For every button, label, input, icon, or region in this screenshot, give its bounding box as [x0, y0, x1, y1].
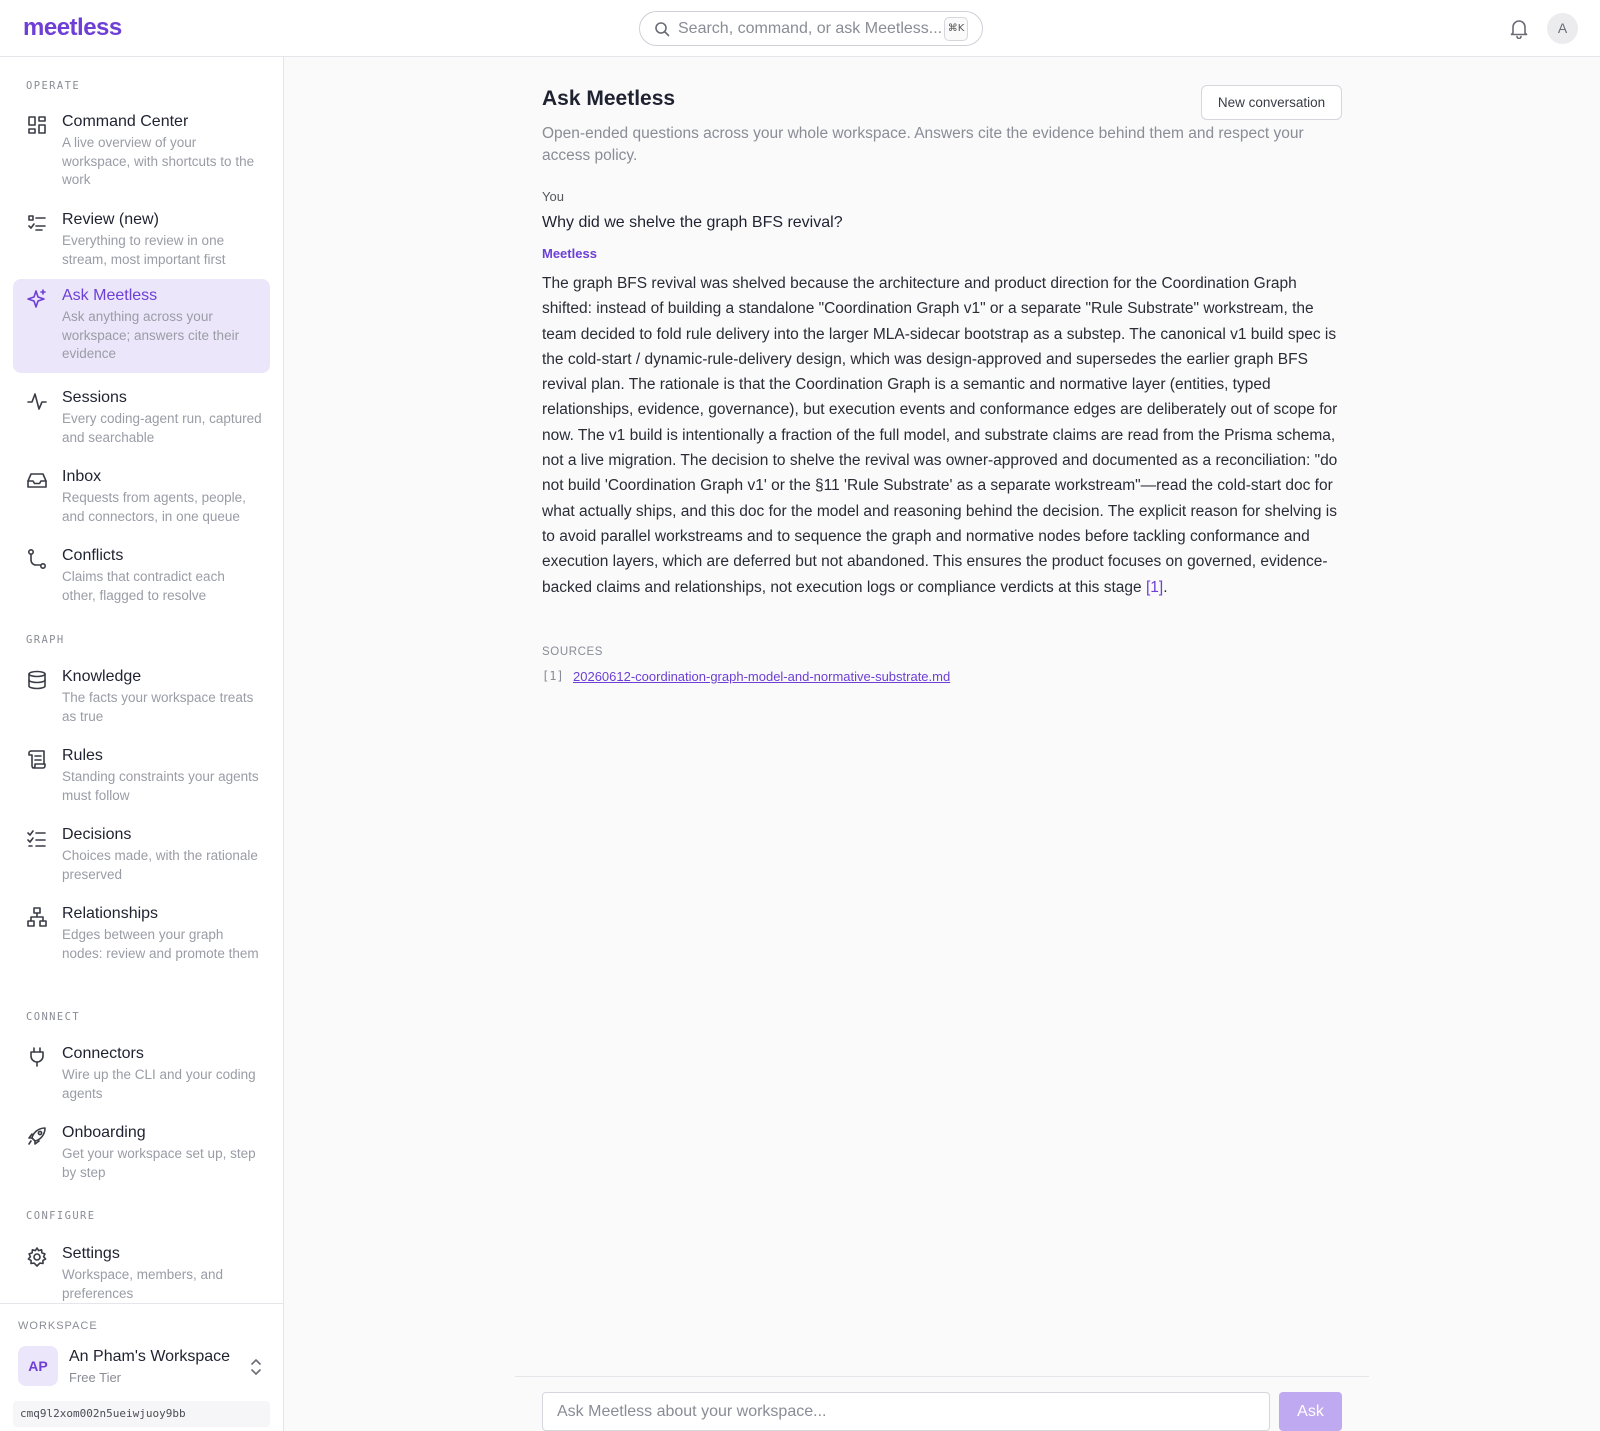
assistant-message	[542, 271, 1342, 600]
section-label-configure: CONFIGURE	[26, 1210, 96, 1222]
sidebar-item-title: Connectors	[62, 1045, 144, 1062]
chevron-up-down-icon[interactable]	[249, 1358, 263, 1376]
sidebar-item-rules[interactable]	[13, 739, 270, 803]
sidebar-item-desc: Every coding-agent run, captured and searchable	[62, 411, 262, 445]
top-bar	[0, 0, 1600, 57]
scroll-icon	[26, 748, 48, 770]
new-conversation-button[interactable]: New conversation	[1201, 85, 1342, 120]
sidebar	[0, 57, 284, 1431]
sidebar-item-desc: A live overview of your workspace, with shortcuts to the work	[62, 135, 255, 187]
sidebar-item-title: Settings	[62, 1245, 120, 1262]
workspace-tier: Free Tier	[69, 1370, 122, 1385]
sidebar-item-connectors[interactable]	[13, 1037, 270, 1101]
sidebar-item-title: Onboarding	[62, 1124, 146, 1141]
workspace-name[interactable]: An Pham's Workspace	[69, 1348, 231, 1365]
sidebar-item-desc: Choices made, with the rationale preserved	[62, 848, 258, 882]
sidebar-item-desc: Workspace, members, and preferences	[62, 1267, 224, 1301]
sources-label: SOURCES	[542, 646, 604, 658]
section-label-connect: CONNECT	[26, 1011, 81, 1023]
sidebar-item-knowledge[interactable]	[13, 660, 270, 724]
sidebar-item-onboarding[interactable]	[13, 1116, 270, 1180]
user-message-label: You	[542, 189, 564, 204]
inbox-icon	[26, 469, 48, 491]
source-link[interactable]: 20260612-coordination-graph-model-and-normative-substrate.md	[573, 669, 951, 684]
gear-icon	[26, 1246, 48, 1268]
section-label-graph: GRAPH	[26, 634, 65, 646]
logo[interactable]: meetless	[23, 14, 122, 41]
sidebar-item-desc: Wire up the CLI and your coding agents	[62, 1067, 256, 1101]
user-avatar[interactable]: A	[1547, 13, 1578, 44]
sidebar-item-title: Ask Meetless	[62, 287, 158, 304]
sidebar-item-title: Review (new)	[62, 211, 159, 228]
workspace-id: cmq9l2xom002n5ueiwjuoy9bb	[13, 1401, 270, 1427]
sidebar-item-inbox[interactable]	[13, 460, 270, 524]
sidebar-item-title: Knowledge	[62, 668, 142, 685]
sidebar-item-desc: Get your workspace set up, step by step	[62, 1146, 256, 1180]
citation-link[interactable]: [1]	[1145, 578, 1164, 596]
divider	[515, 1376, 1369, 1377]
sidebar-item-desc: Requests from agents, people, and connectors, in one queue	[62, 490, 246, 524]
assistant-message-label: Meetless	[542, 246, 597, 261]
sidebar-item-desc: Everything to review in one stream, most important first	[62, 233, 226, 267]
divider	[0, 1303, 284, 1304]
rocket-icon	[26, 1125, 48, 1147]
search-placeholder: Search, command, or ask Meetless...	[678, 20, 943, 37]
database-icon	[26, 669, 48, 691]
search-box[interactable]	[639, 11, 983, 46]
sidebar-item-decisions[interactable]	[13, 818, 270, 882]
sparkle-icon	[26, 288, 48, 310]
activity-icon	[26, 390, 48, 412]
branch-icon	[26, 548, 48, 570]
sidebar-item-title: Conflicts	[62, 547, 124, 564]
sidebar-item-desc: Edges between your graph nodes: review and promote them	[62, 927, 259, 961]
workspace-label: WORKSPACE	[18, 1320, 98, 1332]
page-subtitle: Open-ended questions across your whole workspace. Answers cite the evidence behind them and respect your access policy.	[542, 125, 1304, 164]
answer-text: The graph BFS revival was shelved because the architecture and product direction for the Coordination Graph shifted: instead of building a standalone "Coordination Graph v1" or a separate "Rule Substrate" workstream, the team decided to fold rule delivery into the larger MLA-sidecar bootstrap as a substep. The canonical v1 build spec is the cold-start / dynamic-rule-delivery design, which was design-approved and supersedes the earlier graph BFS revival plan. The rationale is that the Coordination Graph is a semantic and normative layer (entities, typed relationships, evidence, governance), but execution events and conformance edges are deliberately out of scope for now. The v1 build is intentionally a fraction of the full model, and substrate claims are read from the Prisma schema, not a live migration. The decision to shelve the revival was owner-approved and documented as a reconciliation: "do not build 'Coordination Graph v1' or the §11 'Rule Substrate' as a separate workstream"—read the cold-start doc for what actually ships, and this doc for the model and reasoning behind the decision. The explicit reason for shelving is to avoid parallel workstreams and to sequence the graph and normative nodes before tackling conformance and execution layers, which are deferred but not abandoned. This ensures the product focuses on governed, evidence-backed claims and relationships, not execution logs or compliance verdicts at this stage	[542, 275, 1338, 596]
sidebar-item-title: Rules	[62, 747, 103, 764]
page-title: Ask Meetless	[542, 87, 676, 110]
user-message: Why did we shelve the graph BFS revival?	[542, 214, 843, 231]
grid-icon	[26, 114, 48, 136]
ask-input[interactable]	[542, 1392, 1270, 1431]
answer-end: .	[1163, 578, 1168, 596]
sidebar-item-conflicts[interactable]	[13, 539, 270, 603]
list-check-icon	[26, 212, 48, 234]
workspace-avatar[interactable]: AP	[18, 1346, 58, 1386]
bell-icon[interactable]	[1508, 17, 1530, 39]
checklist-icon	[26, 827, 48, 849]
sidebar-item-title: Relationships	[62, 905, 159, 922]
network-icon	[26, 906, 48, 928]
sidebar-item-desc: Claims that contradict each other, flagged to resolve	[62, 569, 225, 603]
sidebar-item-title: Inbox	[62, 468, 102, 485]
sidebar-item-title: Sessions	[62, 389, 127, 406]
sidebar-item-relationships[interactable]	[13, 897, 270, 979]
sidebar-item-title: Command Center	[62, 113, 189, 130]
source-number: [1]	[542, 669, 564, 683]
shortcut-badge: ⌘K	[944, 17, 968, 41]
sidebar-item-settings[interactable]	[13, 1237, 270, 1301]
sidebar-item-sessions[interactable]	[13, 381, 270, 445]
sidebar-item-desc: Standing constraints your agents must follow	[62, 769, 259, 803]
sidebar-item-review[interactable]	[13, 203, 270, 267]
sidebar-item-ask-meetless[interactable]	[13, 279, 270, 373]
section-label-operate: OPERATE	[26, 80, 81, 92]
ask-button[interactable]: Ask	[1279, 1392, 1342, 1431]
sidebar-item-command-center[interactable]	[13, 105, 270, 187]
sidebar-item-desc: The facts your workspace treats as true	[62, 690, 254, 724]
plug-icon	[26, 1046, 48, 1068]
sidebar-item-title: Decisions	[62, 826, 132, 843]
sidebar-item-desc: Ask anything across your workspace; answers cite their evidence	[62, 309, 240, 361]
search-icon	[654, 21, 670, 37]
